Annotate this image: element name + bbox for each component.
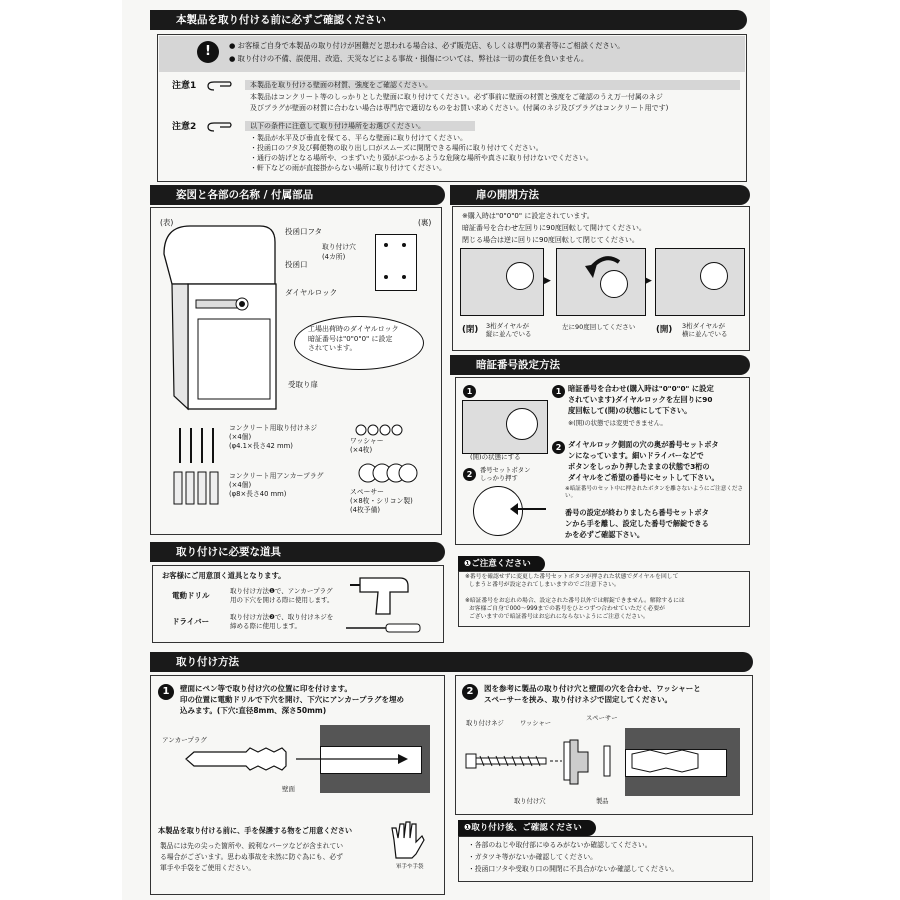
note1-line-1: 本製品を取り付ける壁面の材質、強度をご確認ください。 <box>250 81 432 89</box>
note1-line-2: 本製品はコンクリート等のしっかりとした壁面に取り付けてください。必ず事前に壁面の材質と強度をご確認のうえ万一付属のネジ <box>250 93 663 101</box>
glove-icon <box>388 820 428 860</box>
note1-label: 注意1 <box>172 81 197 91</box>
door-intro-2: 暗証番号を合わせ左回りに90度回転して開けてください。 <box>462 224 646 232</box>
step-2-badge: 2 <box>463 468 476 481</box>
spacer-label: スペーサー (×8枚・シリコン製) (4枚予備) <box>350 488 413 514</box>
lid-label: 投函口フタ <box>285 227 322 236</box>
glove-line-1: 製品には先の尖った箇所や、鋭利なパーツなどが含まれてい <box>160 842 344 850</box>
code-step2-line-3: ボタンをしっかり押したままの状態で3桁の <box>568 462 710 471</box>
drill-icon <box>350 572 420 618</box>
note2-line-3: ・投函口のフタ及び郵便物の取り出し口がスムーズに開閉できる場所に取り付けてください。 <box>250 144 543 152</box>
washer-label-2: ワッシャー <box>520 720 552 727</box>
note2-label: 注意2 <box>172 122 197 132</box>
dial-step1 <box>506 408 538 440</box>
code-step2-line-4: ダイヤルをご希望の番号にセットして下さい。 <box>568 473 719 482</box>
washer-label: ワッシャー (×4枚) <box>350 437 384 454</box>
caution-line-1: ※番号を確認せずに変更した番号セットボタンが押された状態でダイヤルを回して <box>465 574 679 580</box>
mount-hole <box>384 243 388 247</box>
caution-title-text: ご注意ください <box>471 559 531 569</box>
front-label: (表) <box>160 218 174 227</box>
exclamation-icon: ! <box>197 41 219 63</box>
code-step1-line-1: されています)ダイヤルロックを左回りに90 <box>568 395 713 404</box>
caption-step1: (開)の状態にする <box>470 453 521 461</box>
mailbox-front-illustration <box>160 224 280 414</box>
after-line-1: ・各部のねじや取付部にゆるみがないか確認してください。 <box>468 841 652 849</box>
spacer-label-2: スペーサー <box>586 715 618 722</box>
pointing-hand-icon-2 <box>206 121 234 133</box>
after-line-3: ・投函口フタや受取り口の開閉に不具合がないか確認してください。 <box>468 865 679 873</box>
drill-name: 電動ドリル <box>172 591 210 600</box>
section-header-precheck: 本製品を取り付ける前に必ずご確認ください <box>150 10 747 30</box>
mount-holes-label: 取り付け穴 (4カ所) <box>322 243 356 261</box>
code-step2-note: ※暗証番号のセット中に押されたボタンを離さないようにご注意ください。 <box>565 486 744 499</box>
button-label: 番号セットボタン しっかり押す <box>480 467 531 482</box>
step-2-badge-text: 2 <box>552 441 565 454</box>
install-step1-line-3: 込みます。(下穴:直径8mm、深さ50mm) <box>180 706 327 715</box>
mount-hole <box>384 275 388 279</box>
hole-label: 取り付け穴 <box>514 798 546 805</box>
dial-closed <box>506 262 534 290</box>
dial-open <box>700 262 728 290</box>
washer-set-illustration <box>355 424 407 436</box>
screw-set-illustration <box>175 425 220 465</box>
driver-desc: 取り付け方法❷で、取り付けネジを 締める際に使用します。 <box>230 613 334 630</box>
spacer-set-illustration <box>358 462 418 484</box>
info-icon: ❶ <box>464 559 472 569</box>
caution-line-5: ございますので暗証番号はお忘れにならないようにご注意ください。 <box>469 614 649 620</box>
note1-line-3: 及びプラグが壁面の材質に合わない場合は専門店で適切なものをお買い求めください。(付属のネジ及びプラグはコンクリート用です) <box>250 104 669 112</box>
step-1-badge-text: 1 <box>552 385 565 398</box>
plug-label: コンクリート用アンカープラグ (×4個) (φ8×長さ40 mm) <box>229 472 324 498</box>
driver-arrow-icon <box>508 500 548 518</box>
product-label: 製品 <box>596 798 609 805</box>
code-step1-note: ※(開)の状態では変更できません。 <box>568 420 667 427</box>
left-margin <box>0 0 122 900</box>
code-step2-line-2: ンになっています。細いドライバーなどで <box>568 451 704 460</box>
dial-rotating <box>600 270 628 298</box>
mount-hole <box>402 275 406 279</box>
tools-intro: お客様にご用意頂く道具となります。 <box>162 571 286 580</box>
glove-line-2: る場合がございます。思わぬ事故を未然に防ぐ為にも、必ず <box>160 853 343 861</box>
after-title-text: 取り付け後、ご確認ください <box>471 823 582 833</box>
door-rotate-text: 左に90度回してください <box>562 323 636 331</box>
mailbox-back-illustration <box>375 234 417 291</box>
glove-title: 本製品を取り付ける前に、手を保護する物をご用意ください <box>158 826 353 835</box>
anchor-plug-illustration <box>186 744 411 774</box>
caution-line-3: ※暗証番号をお忘れの場合、設定された番号以外では解錠できません。解除するには <box>465 598 685 604</box>
door-open-label: (開) <box>656 325 673 335</box>
code-step1-title: 暗証番号を合わせ(購入時は"0"0"0" に設定 <box>568 384 714 393</box>
install-step1-line-1: 壁面にペン等で取り付け穴の位置に印を付けます。 <box>180 684 352 693</box>
anchor-label: アンカープラグ <box>162 736 207 744</box>
install-step1-line-2: 印の位置に電動ドリルで下穴を開け、下穴にアンカープラグを埋め <box>180 695 405 704</box>
info-icon-2: ❶ <box>464 823 472 833</box>
tray-label: 受取り扉 <box>288 380 318 389</box>
after-title <box>458 820 596 836</box>
back-label: (裏) <box>418 218 432 227</box>
caution-line-2: しまうと番号が設定されてしまいますのでご注意下さい。 <box>469 582 620 588</box>
note2-line-4: ・通行の妨げとなる場所や、つまずいたり頭がぶつかるような危険な場所や真さに取り付けないでください。 <box>250 154 593 162</box>
right-margin <box>770 0 900 900</box>
install-step-2-badge: 2 <box>462 684 478 700</box>
code-finish-line-3: かを必ずご確認下さい。 <box>565 530 645 539</box>
section-header-code: 暗証番号設定方法 <box>450 355 750 375</box>
code-finish-line-2: ンから手を離し、設定した番号で解錠できる <box>565 519 709 528</box>
wall-label: 壁面 <box>282 785 295 793</box>
note2-line-2: ・製品が水平及び垂直を保てる、平らな壁面に取り付けてください。 <box>250 134 467 142</box>
install-step2-line-1: 図を参考に製品の取り付け穴と壁面の穴を合わせ、ワッシャーと <box>484 684 701 693</box>
section-header-tools: 取り付けに必要な道具 <box>150 542 445 562</box>
step-1-badge: 1 <box>463 385 476 398</box>
code-step2-line-1: ダイヤルロック側面の穴の奥が番号セットボタ <box>568 440 719 449</box>
screw-label: コンクリート用取り付けネジ (×4個) (φ4.1×長さ42 mm) <box>229 424 318 450</box>
bubble-text: 工場出荷時のダイヤルロック 暗証番号は"0"0"0" に設定 されています。 <box>308 325 399 352</box>
door-close-label: (閉) <box>462 325 479 335</box>
caution-title <box>458 556 545 572</box>
warning-line-2: ● 取り付けの不備、誤使用、改造、天災などによる事故・損傷については、弊社は一切の責任を負いません。 <box>229 54 589 63</box>
warning-line-1: ● お客様ご自身で本製品の取り付けが困難だと思われる場合は、必ず販売店、もしくは専門の業者等にご相談ください。 <box>229 41 625 50</box>
door-open-illustration <box>655 248 745 316</box>
after-line-2: ・ガタツキ等がないか確認してください。 <box>468 853 597 861</box>
screw-label-2: 取り付けネジ <box>466 720 504 727</box>
section-header-parts: 姿図と各部の名称 / 付属部品 <box>150 185 445 205</box>
door-intro-1: ※購入時は"0"0"0" に設定されています。 <box>462 212 594 220</box>
door-open-text: 3桁ダイヤルが 横に並んでいる <box>682 322 728 338</box>
step-arrow-1: ▶ <box>544 276 551 286</box>
glove-line-3: 軍手や手袋をご使用ください。 <box>160 864 256 872</box>
code-step1-line-2: 度回転して(開)の状態にして下さい。 <box>568 406 692 415</box>
door-close-text: 3桁ダイヤルが 縦に並んでいる <box>486 322 532 338</box>
drill-desc: 取り付け方法❶で、アンカープラグ 用の下穴を開ける際に使用します。 <box>230 587 334 604</box>
door-intro-3: 閉じる場合は逆に回りに90度回転して閉じてください。 <box>462 236 639 244</box>
driver-name: ドライバー <box>172 617 210 626</box>
slot-label: 投函口 <box>285 260 308 269</box>
dial-label: ダイヤルロック <box>285 288 338 297</box>
pointing-hand-icon <box>206 80 234 92</box>
screw-assembly-illustration <box>466 728 726 792</box>
section-header-door: 扉の開閉方法 <box>450 185 750 205</box>
caution-line-4: お客様ご自身で000〜999までの番号をひとつずつ合わせていただく必要が <box>469 606 665 612</box>
section-header-install: 取り付け方法 <box>150 652 753 672</box>
code-finish-line-1: 番号の設定が終わりましたら番号セットボタ <box>565 508 709 517</box>
glove-caption: 軍手や手袋 <box>396 864 424 870</box>
install-step2-line-2: スペーサーを挟み、取り付けネジで固定してください。 <box>484 695 672 704</box>
screwdriver-icon <box>346 622 426 634</box>
install-step-1-badge: 1 <box>158 684 174 700</box>
note2-line-1: 以下の条件に注意して取り付け場所をお選びください。 <box>250 122 425 130</box>
anchor-plug-set-illustration <box>172 470 222 506</box>
note2-line-5: ・軒下などの雨が直接掛からない場所に取り付けてください。 <box>250 164 446 172</box>
mount-hole <box>402 243 406 247</box>
step-arrow-2: ▶ <box>645 276 652 286</box>
